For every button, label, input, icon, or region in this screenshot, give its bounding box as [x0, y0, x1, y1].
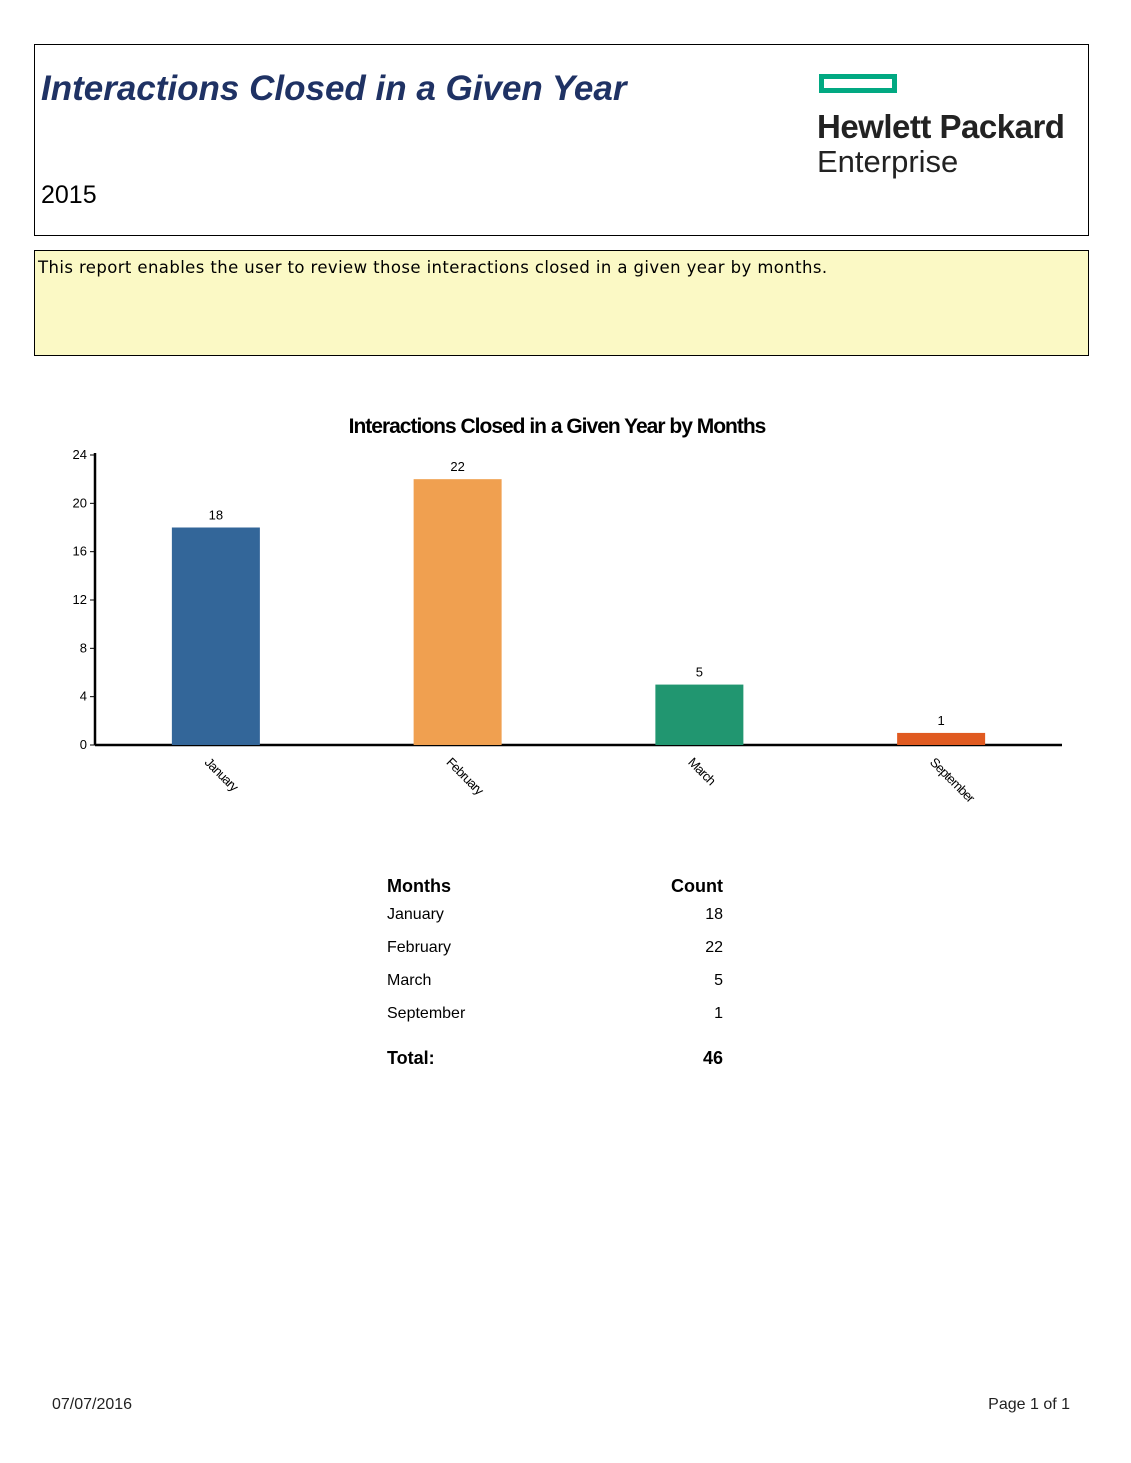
count-cell: 1 [714, 1005, 723, 1022]
y-tick-label: 16 [72, 543, 87, 559]
table-row [387, 906, 723, 939]
hpe-logo [817, 72, 1077, 182]
month-cell: January [387, 906, 444, 923]
y-tick-label: 20 [72, 495, 87, 511]
y-tick-label: 12 [72, 592, 87, 607]
report-title: Interactions Closed in a Given Year [41, 69, 627, 108]
bar [897, 733, 985, 745]
count-cell: 22 [705, 939, 723, 956]
report-year: 2015 [41, 181, 97, 209]
summary-header-row [387, 876, 723, 906]
bar [414, 479, 502, 745]
months-column-header: Months [387, 876, 451, 896]
hpe-logo-rectangle-icon [819, 74, 897, 93]
bar-value-label: 18 [208, 507, 224, 523]
bar-value-label: 5 [695, 664, 703, 680]
summary-table [387, 876, 723, 1081]
y-tick-label: 0 [79, 737, 87, 752]
count-cell: 18 [705, 906, 723, 923]
report-description: This report enables the user to review those interactions closed in a given year by months. [38, 258, 828, 277]
bar [172, 528, 260, 746]
bar-chart [0, 400, 1131, 830]
bar-value-label: 22 [450, 459, 465, 475]
footer-page-number: Page 1 of 1 [988, 1396, 1070, 1413]
x-category-label: February [443, 754, 487, 798]
total-label: Total: [387, 1048, 435, 1068]
table-row [387, 1005, 723, 1038]
report-header [34, 44, 1089, 236]
chart-body [73, 447, 1062, 806]
x-category-label: September [927, 754, 978, 806]
x-category-label: January [201, 754, 242, 794]
table-row [387, 939, 723, 972]
logo-text-line2: Enterprise [817, 144, 959, 179]
y-tick-label: 24 [72, 447, 87, 462]
report-description-box [34, 250, 1089, 356]
month-cell: September [387, 1005, 466, 1022]
bar [655, 685, 743, 745]
bar-chart-svg [0, 400, 1131, 830]
y-tick-label: 8 [79, 640, 87, 656]
table-row [387, 972, 723, 1005]
count-column-header: Count [671, 876, 723, 896]
total-value: 46 [702, 1048, 723, 1068]
month-cell: February [387, 939, 452, 956]
y-tick-label: 4 [79, 688, 87, 704]
bar-value-label: 1 [937, 712, 945, 728]
logo-text-line1: Hewlett Packard [817, 108, 1065, 145]
x-category-label: March [685, 754, 719, 788]
chart-title: Interactions Closed in a Given Year by Months [348, 415, 766, 438]
count-cell: 5 [714, 972, 723, 989]
total-row [387, 1038, 723, 1081]
footer-date: 07/07/2016 [52, 1396, 133, 1413]
month-cell: March [387, 972, 432, 989]
